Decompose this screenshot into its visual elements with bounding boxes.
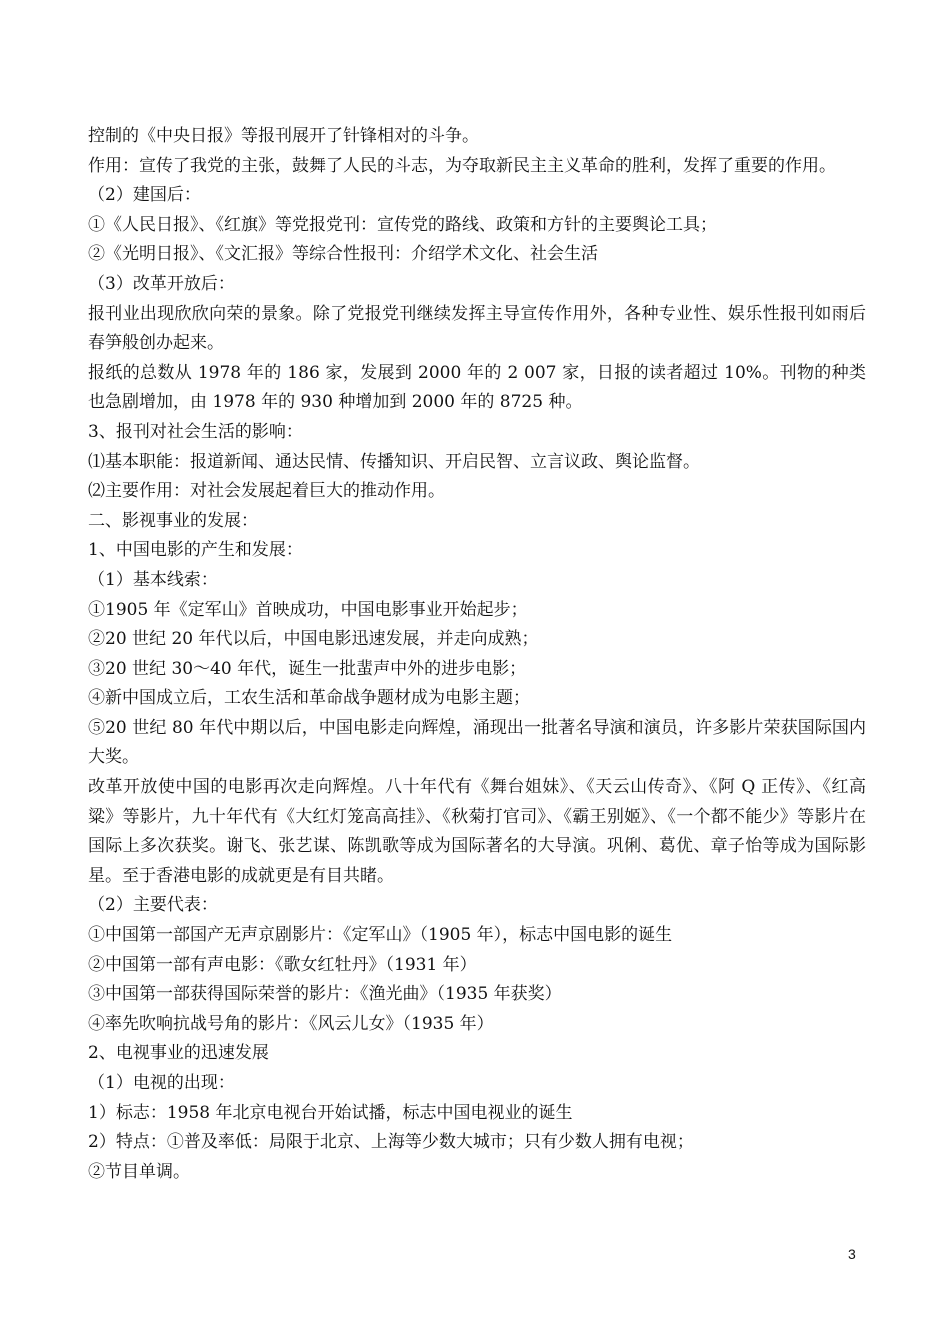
section-heading: （2）主要代表： [88, 895, 218, 916]
section-heading: 2、电视事业的迅速发展 [88, 1043, 269, 1064]
list-item: ①《人民日报》、《红旗》等党报党刊：宣传党的路线、政策和方针的主要舆论工具； [88, 214, 717, 235]
list-item: ⑴基本职能：报道新闻、通达民情、传播知识、开启民智、立言议政、舆论监督。 [88, 451, 700, 472]
paragraph-line: 报刊业出现欣欣向荣的景象。除了党报党刊继续发挥主导宣传作用外，各种专业性、娱乐性报刊如雨后春笋般创办起来。 [88, 303, 866, 354]
paragraph-line: 作用：宣传了我党的主张，鼓舞了人民的斗志，为夺取新民主主义革命的胜利，发挥了重要的作用。 [88, 155, 836, 176]
list-item: ④新中国成立后，工农生活和革命战争题材成为电影主题； [88, 688, 530, 709]
section-heading: 3、报刊对社会生活的影响： [88, 421, 303, 442]
list-item: ③中国第一部获得国际荣誉的影片：《渔光曲》（1935 年获奖） [88, 984, 562, 1005]
list-item: ②中国第一部有声电影：《歌女红牡丹》（1931 年） [88, 954, 477, 975]
list-item: ②节目单调。 [88, 1161, 190, 1182]
paragraph-line: 控制的《中央日报》等报刊展开了针锋相对的斗争。 [88, 126, 479, 146]
document-body [88, 122, 866, 1187]
section-heading: （1）基本线索： [88, 569, 218, 590]
section-heading: （1）电视的出现： [88, 1073, 235, 1093]
list-item: ②《光明日报》、《文汇报》等综合性报刊：介绍学术文化、社会生活 [88, 244, 598, 265]
paragraph-line: 改革开放使中国的电影再次走向辉煌。八十年代有《舞台姐妹》、《天云山传奇》、《阿 Q 正传》、《红高粱》等影片，九十年代有《大红灯笼高高挂》、《秋菊打官司》、《霸王别姬》、《一个都不能少》等影片在国际上多次获奖。谢飞、张艺谋、陈凯歌等成为国际著名的大导演。巩俐、葛优、章子怡等成为国际影星。至于香港电影的成就更是有目共睹。 [88, 777, 866, 886]
list-item: ①中国第一部国产无声京剧影片：《定军山》（1905 年），标志中国电影的诞生 [88, 925, 673, 946]
list-item: ③20 世纪 30～40 年代，诞生一批蜚声中外的进步电影； [88, 658, 527, 679]
list-item: ④率先吹响抗战号角的影片：《风云儿女》（1935 年） [88, 1013, 494, 1034]
section-heading: 1、中国电影的产生和发展： [88, 540, 303, 561]
page-number: 3 [848, 1246, 856, 1262]
section-heading: （2）建国后： [88, 185, 201, 206]
list-item: ②20 世纪 20 年代以后，中国电影迅速发展，并走向成熟； [88, 629, 539, 650]
list-item: ⑵主要作用：对社会发展起着巨大的推动作用。 [88, 481, 445, 502]
paragraph-line: 报纸的总数从 1978 年的 186 家，发展到 2000 年的 2 007 家，日报的读者超过 10%。刊物的种类也急剧增加，由 1978 年的 930 种增加到 2000 年的 8725 种。 [88, 362, 866, 413]
list-item: 2）特点：①普及率低：局限于北京、上海等少数大城市；只有少数人拥有电视； [88, 1132, 694, 1153]
list-item: ①1905 年《定军山》首映成功，中国电影事业开始起步； [88, 599, 528, 620]
list-item: 1）标志：1958 年北京电视台开始试播，标志中国电视业的诞生 [88, 1102, 573, 1123]
chapter-heading: 二、影视事业的发展： [88, 510, 258, 531]
list-item: ⑤20 世纪 80 年代中期以后，中国电影走向辉煌，涌现出一批著名导演和演员，许多影片荣获国际国内大奖。 [88, 717, 866, 768]
section-heading: （3）改革开放后： [88, 273, 235, 294]
